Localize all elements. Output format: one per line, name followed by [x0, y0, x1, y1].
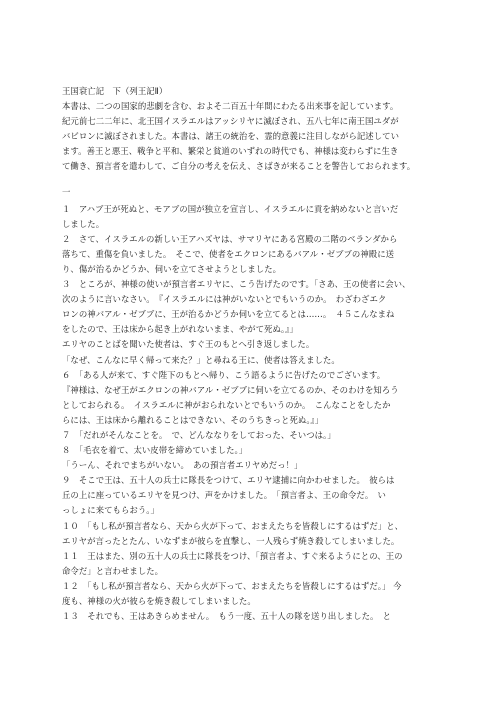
intro-paragraph: [62, 99, 442, 174]
body-line: ２ さて、イスラエルの新しい王アハズヤは、サマリヤにある宮殿の二階のベランダから: [62, 233, 398, 244]
body-line: 丘の上に座っているエリヤを見つけ、声をかけました。 「預言者よ、王の命令だ。 い: [62, 490, 386, 501]
body-line: ８ 「毛衣を着て、太い皮帯を締めていました。」: [62, 445, 248, 456]
body-line: 次のように言いなさい。 『イスラエルには神がいないとでもいうのか。 わざわざエク: [62, 294, 387, 305]
body-line: ３ ところが、神様の使いが預言者エリヤに、こう告げたのです。「さあ、王の使者に会い、: [62, 279, 411, 290]
section-spacer: [62, 175, 442, 185]
document-page: [62, 84, 442, 624]
intro-line: て働き、預言者を遣わして、ご自分の考えを伝え、さばきが来ることを警告しておられます。: [62, 161, 416, 172]
body-line: 落ちて、重傷を負いました。 そこで、使者をエクロンにあるバアル・ゼブブの神殿に送: [62, 248, 395, 259]
chapter-body: [62, 202, 442, 625]
body-line: １３ それでも、王はあきらめません。 もう一度、五十人の隊を送り出しました。 と: [62, 611, 392, 622]
body-line: １１ 王はまた、別の五十人の兵士に隊長をつけ、「預言者よ、すぐ来るようにとの、王の: [62, 550, 403, 561]
body-line: ロンの神バアル・ゼブブに、王が治るかどうか伺いを立てるとは……。 ４５こんなまね: [62, 309, 395, 320]
body-line: 命令だ」と言わせました。: [62, 565, 164, 576]
intro-line: ます。善王と悪王、戦争と平和、繁栄と貧道のいずれの時代でも、神様は変わらずに生き: [62, 146, 399, 157]
body-line: 「うーん、それでまちがいない。 あの預言者エリヤめだっ！」: [62, 460, 303, 471]
intro-line: 本書は、二つの国家的悲劇を含む、およそ二百五十年間にわたる出来事を記しています。: [62, 101, 399, 112]
body-line: しました。: [62, 218, 105, 229]
body-line: エリヤのことばを聞いた使者は、すぐ王のもとへ引き返しました。: [62, 339, 315, 350]
body-line: り、傷が治るかどうか、伺いを立てさせようとしました。: [62, 263, 282, 274]
body-line: 「なぜ、こんなに早く帰って来た？」と尋ねる王に、使者は答えました。: [62, 354, 340, 365]
body-line: ６ 「ある人が来て、すぐ陛下のもとへ帰り、こう語るように告げたのでございます。: [62, 369, 386, 380]
body-line: をしたので、王は床から起き上がれないまま、やがて死ぬ。』」: [62, 324, 298, 335]
body-line: ９ そこで王は、五十人の兵士に隊長をつけて、エリヤ逮捕に向かわせました。 彼らは: [62, 475, 395, 486]
body-line: 度も、神様の火が彼らを焼き殺してしまいました。: [62, 596, 256, 606]
body-line: エリヤが言ったとたん、いなずまが彼らを直撃し、一人残らず焼き殺してしまいました。: [62, 535, 400, 546]
intro-line: 紀元前七二二年に、北王国イスラエルはアッシリヤに滅ぼされ、五八七年に南王国ユダが: [62, 116, 399, 127]
body-line: としておられる。 イスラエルに神がおられないとでもいうのか。 こんなことをしたか: [62, 399, 391, 410]
body-line: 『神様は、なぜ王がエクロンの神バアル・ゼブブに伺いを立てるのか、そのわけを知ろう: [62, 384, 399, 395]
body-line: １ アハブ王が死ぬと、モアブの国が独立を宣言し、イスラエルに貢を納めないと言いだ: [62, 203, 399, 214]
body-line: １０ 「もし私が預言者なら、天から火が下って、おまえたちを皆殺しにするはずだ」と、: [62, 520, 404, 531]
body-line: １２ 「もし私が預言者なら、天から火が下って、おまえたちを皆殺しにするはずだ。」 今: [62, 580, 402, 591]
body-line: っしょに来てもらおう。」: [62, 505, 159, 516]
chapter-number: 一: [62, 186, 71, 197]
document-title: 王国衰亡記 下（列王記Ⅱ）: [62, 86, 168, 96]
intro-line: バビロンに滅ぼされました。本書は、諸王の統治を、霊的意義に注目しながら記述してい: [62, 131, 399, 142]
body-line: らには、王は床から離れることはできない、そのうちきっと死ぬ。』」: [62, 414, 324, 425]
body-line: ７ 「だれがそんなことを。 で、どんななりをしておった、そいつは。」: [62, 429, 336, 440]
